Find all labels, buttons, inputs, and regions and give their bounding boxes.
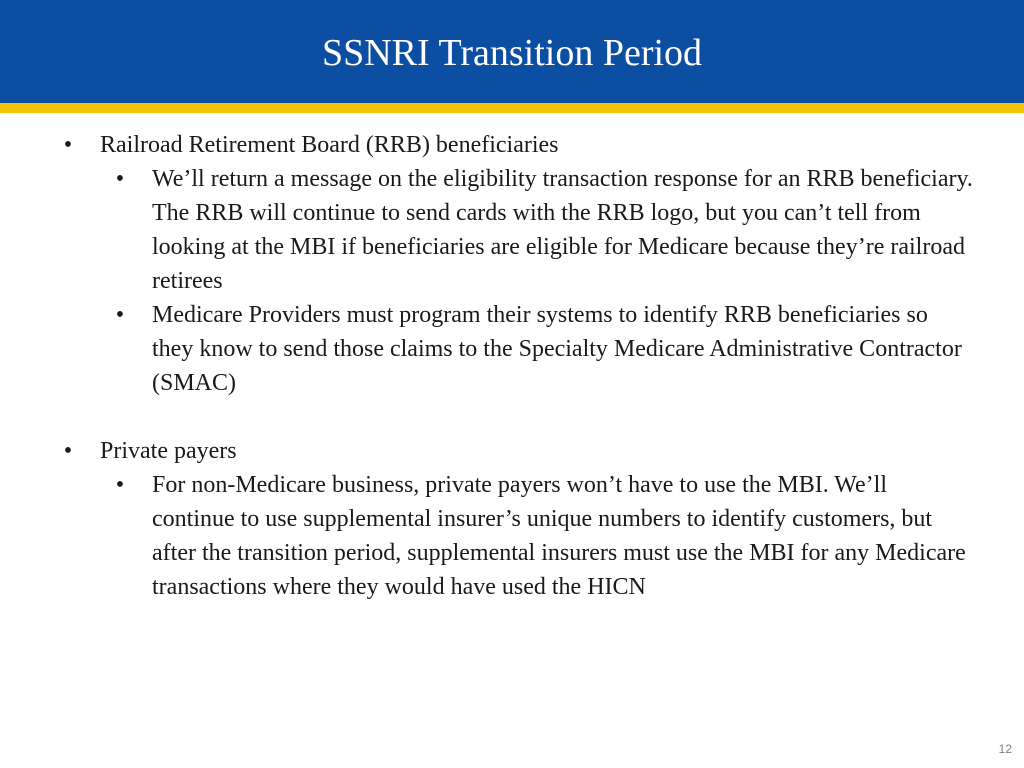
bullet-item-level1: [0, 434, 1024, 468]
bullet-item-level1: [0, 128, 1024, 162]
section-private-payers: [0, 434, 1024, 604]
bullet-icon: •: [115, 166, 125, 192]
page-number: 12: [998, 742, 1012, 756]
bullet-item-level2: [0, 162, 1024, 298]
bullet-icon: •: [63, 438, 73, 464]
bullet-text: We’ll return a message on the eligibility transaction response for an RRB beneficiary. The RRB will continue to send cards with the RRB logo, but you can’t tell from looking at the MBI if beneficiaries are eligible for Medicare because they’re railroad retirees: [152, 166, 973, 294]
bullet-icon: •: [115, 472, 125, 498]
bullet-text: Medicare Providers must program their systems to identify RRB beneficiaries so they know to send those claims to the Specialty Medicare Administrative Contractor (SMAC): [152, 302, 962, 396]
header-accent-stripe: [0, 103, 1024, 113]
bullet-item-level2: [0, 468, 1024, 604]
bullet-item-level2: [0, 298, 1024, 400]
slide-body: [0, 128, 1024, 604]
bullet-icon: •: [63, 132, 73, 158]
bullet-icon: •: [115, 302, 125, 328]
section-heading: Private payers: [100, 438, 237, 464]
slide-title: SSNRI Transition Period: [321, 32, 703, 74]
section-rrb: [0, 128, 1024, 400]
bullet-text: For non-Medicare business, private payers won’t have to use the MBI. We’ll continue to use supplemental insurer’s unique numbers to identify customers, but after the transition period, supplemental insurers must use the MBI for any Medicare transactions where they would have used the HICN: [152, 472, 966, 600]
section-heading: Railroad Retirement Board (RRB) beneficiaries: [100, 132, 559, 158]
